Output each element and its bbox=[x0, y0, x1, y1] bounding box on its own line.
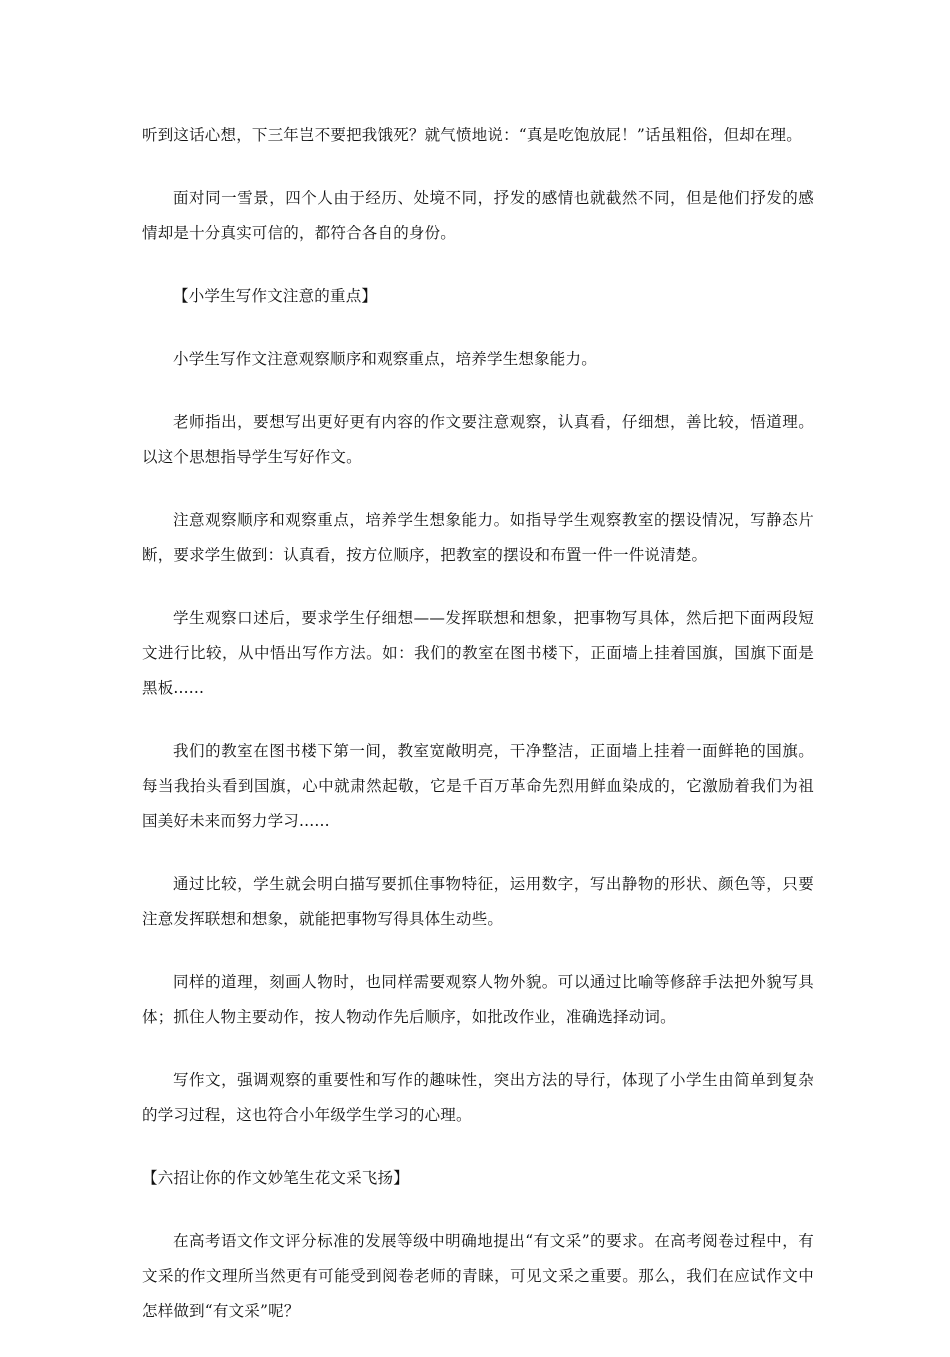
paragraph-classroom-description: 注意观察顺序和观察重点，培养学生想象能力。如指导学生观察教室的摆设情况，写静态片断，要求学生做到：认真看，按方位顺序，把教室的摆设和布置一件一件说清楚。 bbox=[142, 511, 814, 564]
section-heading-primary-writing: 【小学生写作文注意的重点】 bbox=[173, 287, 378, 305]
paragraph-character-description: 同样的道理，刻画人物时，也同样需要观察人物外貌。可以通过比喻等修辞手法把外貌写具体；抓住人物主要动作，按人物动作先后顺序，如批改作业，准确选择动词。 bbox=[142, 973, 814, 1026]
document-page bbox=[142, 118, 814, 1357]
paragraph-writing-summary: 写作文，强调观察的重要性和写作的趣味性，突出方法的导行，体现了小学生由简单到复杂的学习过程，这也符合小年级学生学习的心理。 bbox=[142, 1071, 814, 1124]
paragraph-continuation: 听到这话心想，下三年岂不要把我饿死？就气愤地说：“真是吃饱放屁！”话虽粗俗，但却在理。 bbox=[142, 126, 802, 144]
section-heading-six-tips: 【六招让你的作文妙笔生花文采飞扬】 bbox=[142, 1169, 409, 1187]
paragraph-snow-scene-summary: 面对同一雪景，四个人由于经历、处境不同，抒发的感情也就截然不同，但是他们抒发的感情却是十分真实可信的，都符合各自的身份。 bbox=[142, 189, 814, 242]
paragraph-literary-grace: 在高考语文作文评分标准的发展等级中明确地提出“有文采”的要求。在高考阅卷过程中，有文采的作文理所当然更有可能受到阅卷老师的青睐，可见文采之重要。那么，我们在应试作文中怎样做到“有文采”呢？ bbox=[142, 1232, 814, 1320]
paragraph-observation-order: 小学生写作文注意观察顺序和观察重点，培养学生想象能力。 bbox=[173, 350, 597, 368]
paragraph-oral-description: 学生观察口述后，要求学生仔细想——发挥联想和想象，把事物写具体，然后把下面两段短文进行比较，从中悟出写作方法。如：我们的教室在图书楼下，正面墙上挂着国旗，国旗下面是黑板...... bbox=[142, 609, 814, 697]
paragraph-teacher-guidance: 老师指出，要想写出更好更有内容的作文要注意观察，认真看，仔细想，善比较，悟道理。以这个思想指导学生写好作文。 bbox=[142, 413, 814, 466]
paragraph-example-text: 我们的教室在图书楼下第一间，教室宽敞明亮，干净整洁，正面墙上挂着一面鲜艳的国旗。每当我抬头看到国旗，心中就肃然起敬，它是千百万革命先烈用鲜血染成的，它激励着我们为祖国美好未来而努力学习...... bbox=[142, 742, 814, 830]
paragraph-comparison: 通过比较，学生就会明白描写要抓住事物特征，运用数字，写出静物的形状、颜色等，只要注意发挥联想和想象，就能把事物写得具体生动些。 bbox=[142, 875, 814, 928]
